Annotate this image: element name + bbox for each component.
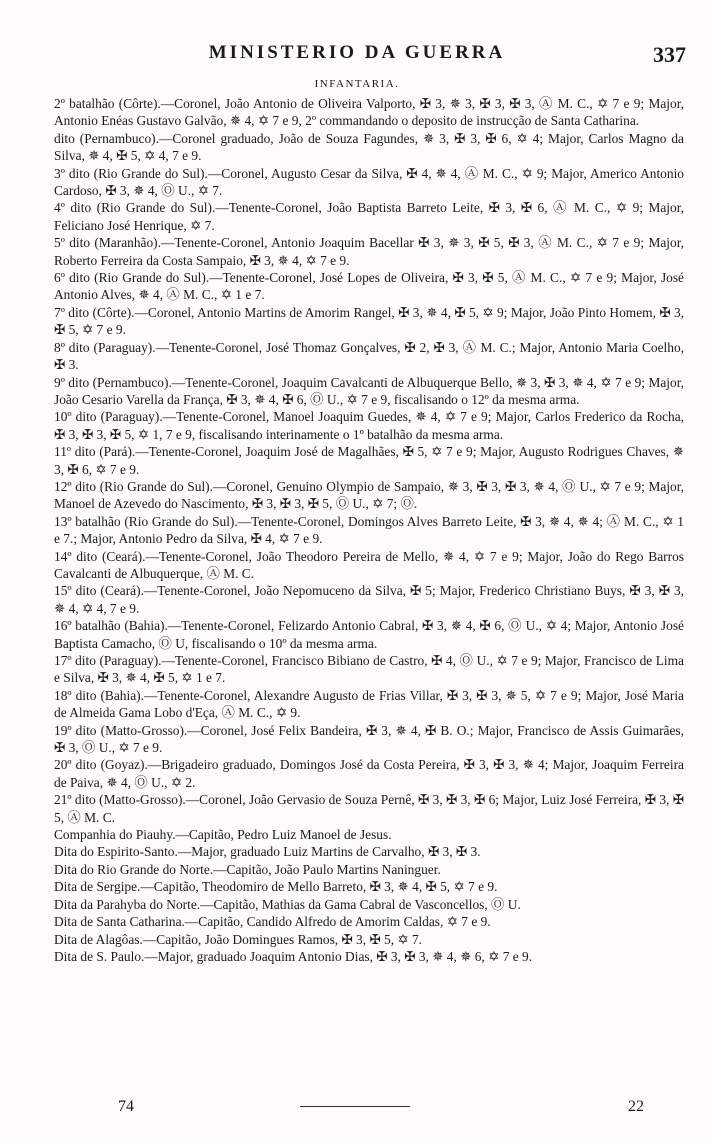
- entry-paragraph: Dita de Sergipe.—Capitão, Theodomiro de Mello Barreto, ✠ 3, ✵ 4, ✠ 5, ✡ 7 e 9.: [54, 879, 498, 895]
- entry-paragraph: Dita do Rio Grande do Norte.—Capitão, João Paulo Martins Naninguer.: [54, 861, 441, 877]
- page-footer: [0, 1098, 714, 1122]
- entry-paragraph: 9º dito (Pernambuco).—Tenente-Coronel, Joaquim Cavalcanti de Albuquerque Bello, ✵ 3, ✠ 3, ✵ 4, ✡ 7 e 9; Major, João Cesario Varella da França, ✠ 3, ✵ 4, ✠ 6, Ⓞ U., ✡ 7 e 9, fiscalisando o 12º da mesma arma.: [54, 374, 684, 407]
- entry-paragraph: 13º batalhão (Rio Grande do Sul).—Tenente-Coronel, Domingos Alves Barreto Leite, ✠ 3, ✵ 4, ✵ 4; Ⓐ M. C., ✡ 1 e 7.; Major, Antonio Pedro da Silva, ✠ 4, ✡ 7 e 9.: [54, 513, 684, 547]
- entry-paragraph: 2º batalhão (Côrte).—Coronel, João Antonio de Oliveira Valporto, ✠ 3, ✵ 3, ✠ 3, ✠ 3, Ⓐ M. C., ✡ 7 e 9; Major, Antonio Enéas Gustavo Galvão, ✵ 4, ✡ 7 e 9, 2º commandando o deposito de instrucção de Santa Catharina.: [54, 96, 684, 129]
- entry-paragraph: Dita de Alagôas.—Capitão, João Domingues Ramos, ✠ 3, ✠ 5, ✡ 7.: [54, 931, 423, 947]
- entry-paragraph: 7º dito (Côrte).—Coronel, Antonio Martins de Amorim Rangel, ✠ 3, ✵ 4, ✠ 5, ✡ 9; Major, João Pinto Homem, ✠ 3, ✠ 5, ✡ 7 e 9.: [54, 304, 684, 338]
- entry-paragraph: 16º batalhão (Bahia).—Tenente-Coronel, Felizardo Antonio Cabral, ✠ 3, ✵ 4, ✠ 6, Ⓞ U., ✡ 4; Major, Antonio José Baptista Camacho, Ⓞ U, fiscalisando o 10º da mesma arma.: [54, 618, 684, 651]
- entry-paragraph: 21º dito (Matto-Grosso).—Coronel, João Gervasio de Souza Pernê, ✠ 3, ✠ 3, ✠ 6; Major, Luiz José Ferreira, ✠ 3, ✠ 5, Ⓐ M. C.: [54, 792, 684, 825]
- entry-paragraph: Dita do Espirito-Santo.—Major, graduado Luiz Martins de Carvalho, ✠ 3, ✠ 3.: [54, 844, 481, 860]
- footer-rule: [300, 1106, 410, 1107]
- entry-paragraph: Dita da Parahyba do Norte.—Capitão, Mathias da Gama Cabral de Vasconcellos, Ⓞ U.: [54, 896, 521, 912]
- entry-paragraph: 6º dito (Rio Grande do Sul).—Tenente-Coronel, José Lopes de Oliveira, ✠ 3, ✠ 5, Ⓐ M. C., ✡ 7 e 9; Major, José Antonio Alves, ✵ 4, Ⓐ M. C., ✡ 1 e 7.: [54, 270, 684, 303]
- footer-signature-right: 22: [628, 1098, 644, 1115]
- page-number: 337: [653, 42, 686, 67]
- entry-paragraph: Companhia do Piauhy.—Capitão, Pedro Luiz Manoel de Jesus.: [54, 827, 392, 843]
- footer-signature-left: 74: [118, 1098, 134, 1115]
- entry-paragraph: 18º dito (Bahia).—Tenente-Coronel, Alexandre Augusto de Frias Villar, ✠ 3, ✠ 3, ✵ 5, ✡ 7 e 9; Major, José Maria de Almeida Gama Lobo d'Eça, Ⓐ M. C., ✡ 9.: [54, 687, 684, 721]
- entry-paragraph: 5º dito (Maranhão).—Tenente-Coronel, Antonio Joaquim Bacellar ✠ 3, ✵ 3, ✠ 5, ✠ 3, Ⓐ M. C., ✡ 7 e 9; Major, Roberto Ferreira da Costa Sampaio, ✠ 3, ✵ 4, ✡ 7 e 9.: [54, 235, 684, 268]
- entry-paragraph: 19º dito (Matto-Grosso).—Coronel, José Felix Bandeira, ✠ 3, ✵ 4, ✠ B. O.; Major, Francisco de Assis Guimarães, ✠ 3, Ⓞ U., ✡ 7 e 9.: [54, 722, 684, 756]
- entries-list: [32, 95, 684, 965]
- entry-paragraph: dito (Pernambuco).—Coronel graduado, João de Souza Fagundes, ✵ 3, ✠ 3, ✠ 6, ✡ 4; Major, Carlos Magno da Silva, ✵ 4, ✠ 5, ✡ 4, 7 e 9.: [54, 130, 684, 164]
- entry-paragraph: 20º dito (Goyaz).—Brigadeiro graduado, Domingos José da Costa Pereira, ✠ 3, ✠ 3, ✵ 4; Major, Joaquim Ferreira de Paiva, ✵ 4, Ⓞ U., ✡ 2.: [54, 757, 684, 790]
- entry-paragraph: 12º dito (Rio Grande do Sul).—Coronel, Genuino Olympio de Sampaio, ✵ 3, ✠ 3, ✠ 3, ✵ 4, Ⓞ U., ✡ 7 e 9; Major, Manoel de Azevedo do Nascimento, ✠ 3, ✠ 3, ✠ 5, Ⓞ U., ✡ 7; Ⓞ.: [54, 478, 684, 512]
- entry-paragraph: Dita de Santa Catharina.—Capitão, Candido Alfredo de Amorim Caldas, ✡ 7 e 9.: [54, 914, 491, 930]
- entry-paragraph: 4º dito (Rio Grande do Sul).—Tenente-Coronel, João Baptista Barreto Leite, ✠ 3, ✠ 6, Ⓐ M. C., ✡ 9; Major, Feliciano José Henrique, ✡ 7.: [54, 200, 684, 233]
- entry-paragraph: 14º dito (Ceará).—Tenente-Coronel, João Theodoro Pereira de Mello, ✵ 4, ✡ 7 e 9; Major, João do Rego Barros Cavalcanti de Albuquerque, Ⓐ M. C.: [54, 548, 684, 581]
- section-subtitle: INFANTARIA.: [314, 78, 400, 90]
- entry-paragraph: 15º dito (Ceará).—Tenente-Coronel, João Nepomuceno da Silva, ✠ 5; Major, Frederico Christiano Buys, ✠ 3, ✠ 3, ✵ 4, ✡ 4, 7 e 9.: [54, 583, 684, 616]
- entry-paragraph: 17º dito (Paraguay).—Tenente-Coronel, Francisco Bibiano de Castro, ✠ 4, Ⓞ U., ✡ 7 e 9; Major, Francisco de Lima e Silva, ✠ 3, ✵ 4, ✠ 5, ✡ 1 e 7.: [54, 653, 684, 686]
- entry-paragraph: 8º dito (Paraguay).—Tenente-Coronel, José Thomaz Gonçalves, ✠ 2, ✠ 3, Ⓐ M. C.; Major, Antonio Maria Coelho, ✠ 3.: [54, 339, 684, 373]
- entry-paragraph: 11º dito (Pará).—Tenente-Coronel, Joaquim José de Magalhães, ✠ 5, ✡ 7 e 9; Major, Augusto Rodrigues Chaves, ✵ 3, ✠ 6, ✡ 7 e 9.: [54, 444, 684, 477]
- entry-paragraph: 10º dito (Paraguay).—Tenente-Coronel, Manoel Joaquim Guedes, ✵ 4, ✡ 7 e 9; Major, Carlos Frederico da Rocha, ✠ 3, ✠ 3, ✠ 5, ✡ 1, 7 e 9, fiscalisando interinamente o 1º batalhão da mesma arma.: [54, 409, 684, 442]
- page-title: MINISTERIO DA GUERRA: [208, 42, 506, 63]
- entry-paragraph: 3º dito (Rio Grande do Sul).—Coronel, Augusto Cesar da Silva, ✠ 4, ✵ 4, Ⓐ M. C., ✡ 9; Major, Americo Antonio Cardoso, ✠ 3, ✵ 4, Ⓞ U., ✡ 7.: [54, 165, 684, 199]
- entry-paragraph: Dita de S. Paulo.—Major, graduado Joaquim Antonio Dias, ✠ 3, ✠ 3, ✵ 4, ✵ 6, ✡ 7 e 9.: [54, 948, 533, 964]
